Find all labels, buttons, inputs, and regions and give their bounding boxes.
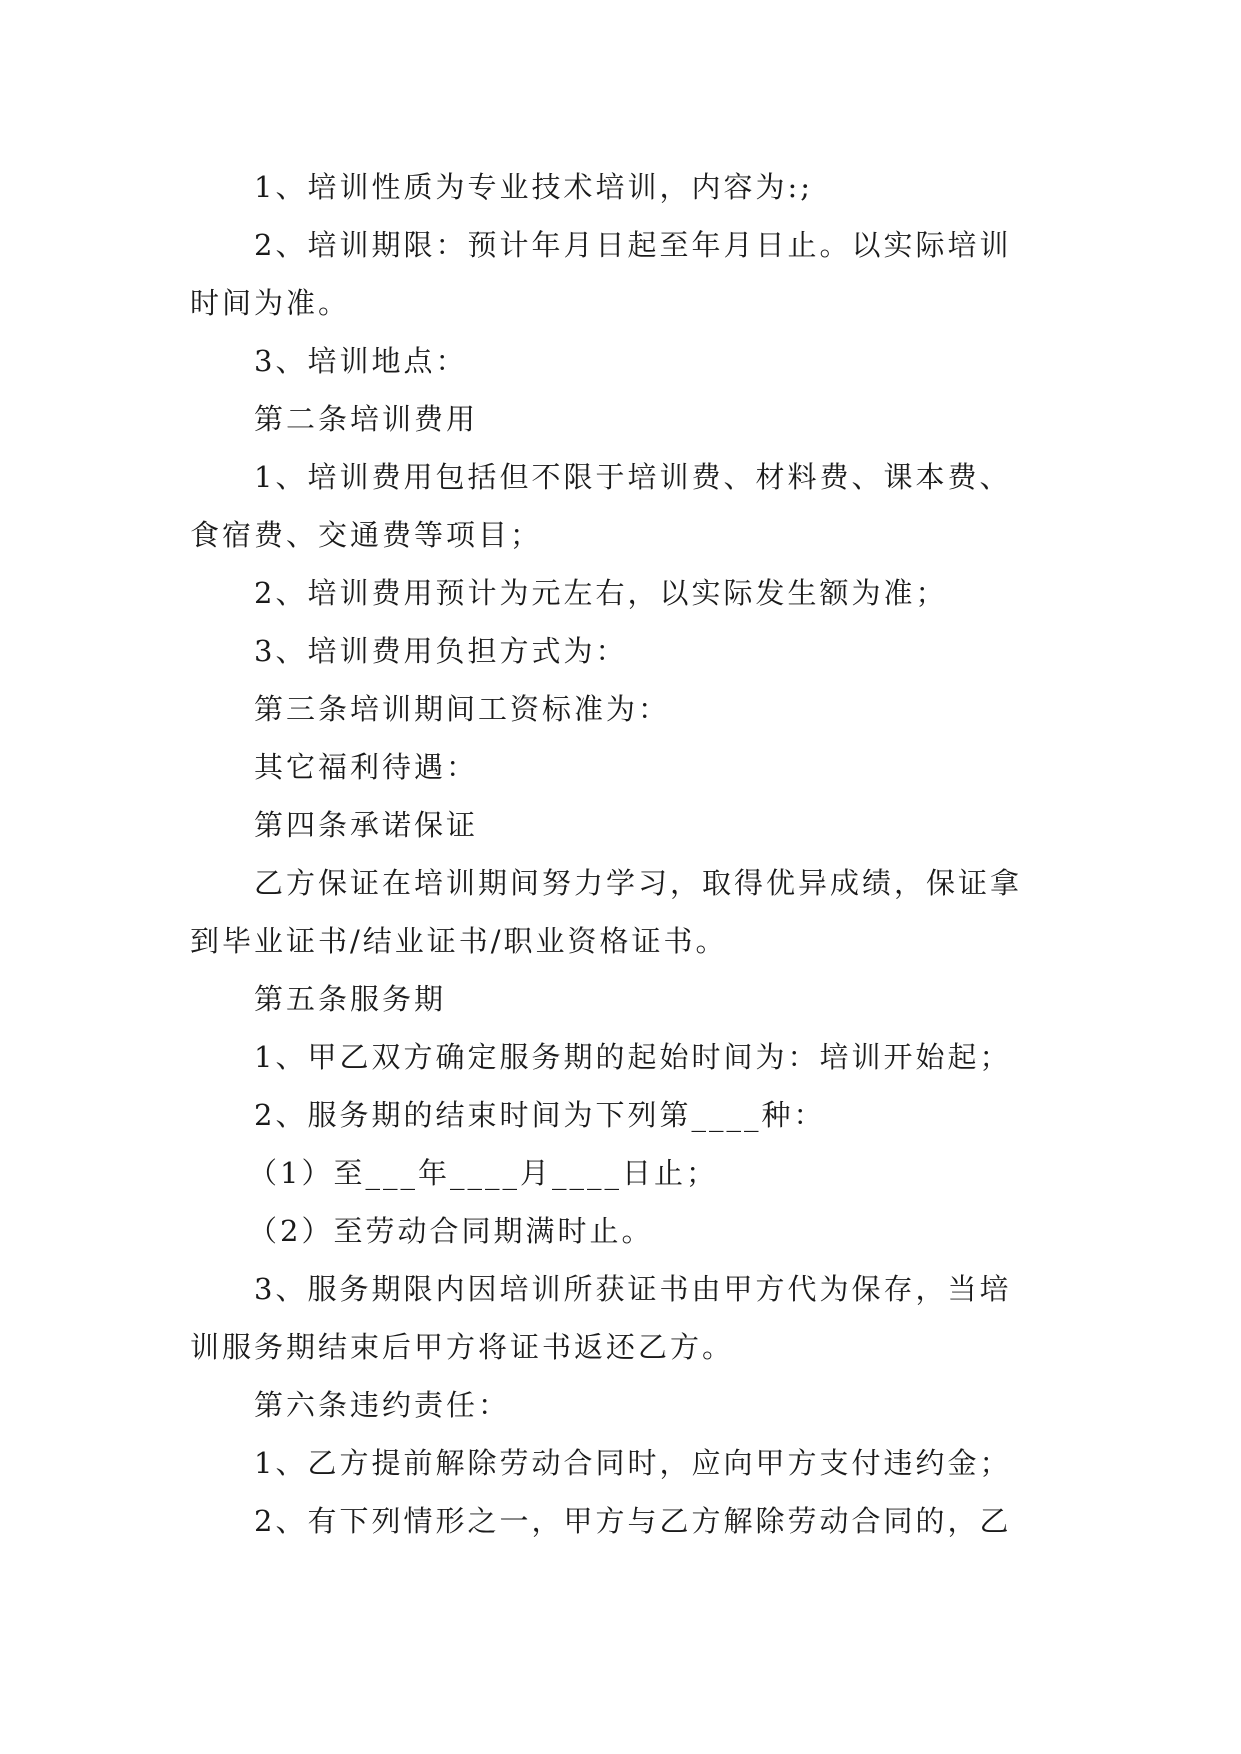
- text-line: 1、乙方提前解除劳动合同时，应向甲方支付违约金；: [254, 1446, 1012, 1480]
- text-line: 1、培训费用包括但不限于培训费、材料费、课本费、: [254, 460, 1012, 494]
- text-line: 训服务期结束后甲方将证书返还乙方。: [190, 1330, 735, 1364]
- section-heading: 第五条服务期: [254, 982, 447, 1016]
- document-body: [190, 158, 1054, 1550]
- text-line: 食宿费、交通费等项目；: [190, 518, 543, 552]
- text-line: 2、有下列情形之一，甲方与乙方解除劳动合同的，乙: [254, 1504, 1012, 1538]
- text-line: 1、甲乙双方确定服务期的起始时间为：培训开始起；: [254, 1040, 1012, 1074]
- text-line: 3、服务期限内因培训所获证书由甲方代为保存，当培: [254, 1272, 1012, 1306]
- text-line: 到毕业证书/结业证书/职业资格证书。: [190, 924, 728, 958]
- section-heading: 第六条违约责任：: [254, 1388, 511, 1422]
- text-line: 3、培训地点：: [254, 344, 468, 378]
- section-heading: 第三条培训期间工资标准为：: [254, 692, 671, 726]
- text-line: 其它福利待遇：: [254, 750, 479, 784]
- text-line: 1、培训性质为专业技术培训，内容为:;: [254, 170, 813, 204]
- text-line: 2、培训费用预计为元左右，以实际发生额为准；: [254, 576, 948, 610]
- section-heading: 第二条培训费用: [254, 402, 479, 436]
- text-line: 2、培训期限：预计年月日起至年月日止。以实际培训: [254, 228, 1012, 262]
- text-line: 2、服务期的结束时间为下列第____种：: [254, 1098, 826, 1132]
- text-line: 乙方保证在培训期间努力学习，取得优异成绩，保证拿: [254, 866, 1023, 900]
- text-line: （1）至___年____月____日止；: [248, 1156, 718, 1190]
- section-heading: 第四条承诺保证: [254, 808, 479, 842]
- text-line: （2）至劳动合同期满时止。: [248, 1214, 654, 1248]
- text-line: 3、培训费用负担方式为：: [254, 634, 628, 668]
- text-line: 时间为准。: [190, 286, 351, 320]
